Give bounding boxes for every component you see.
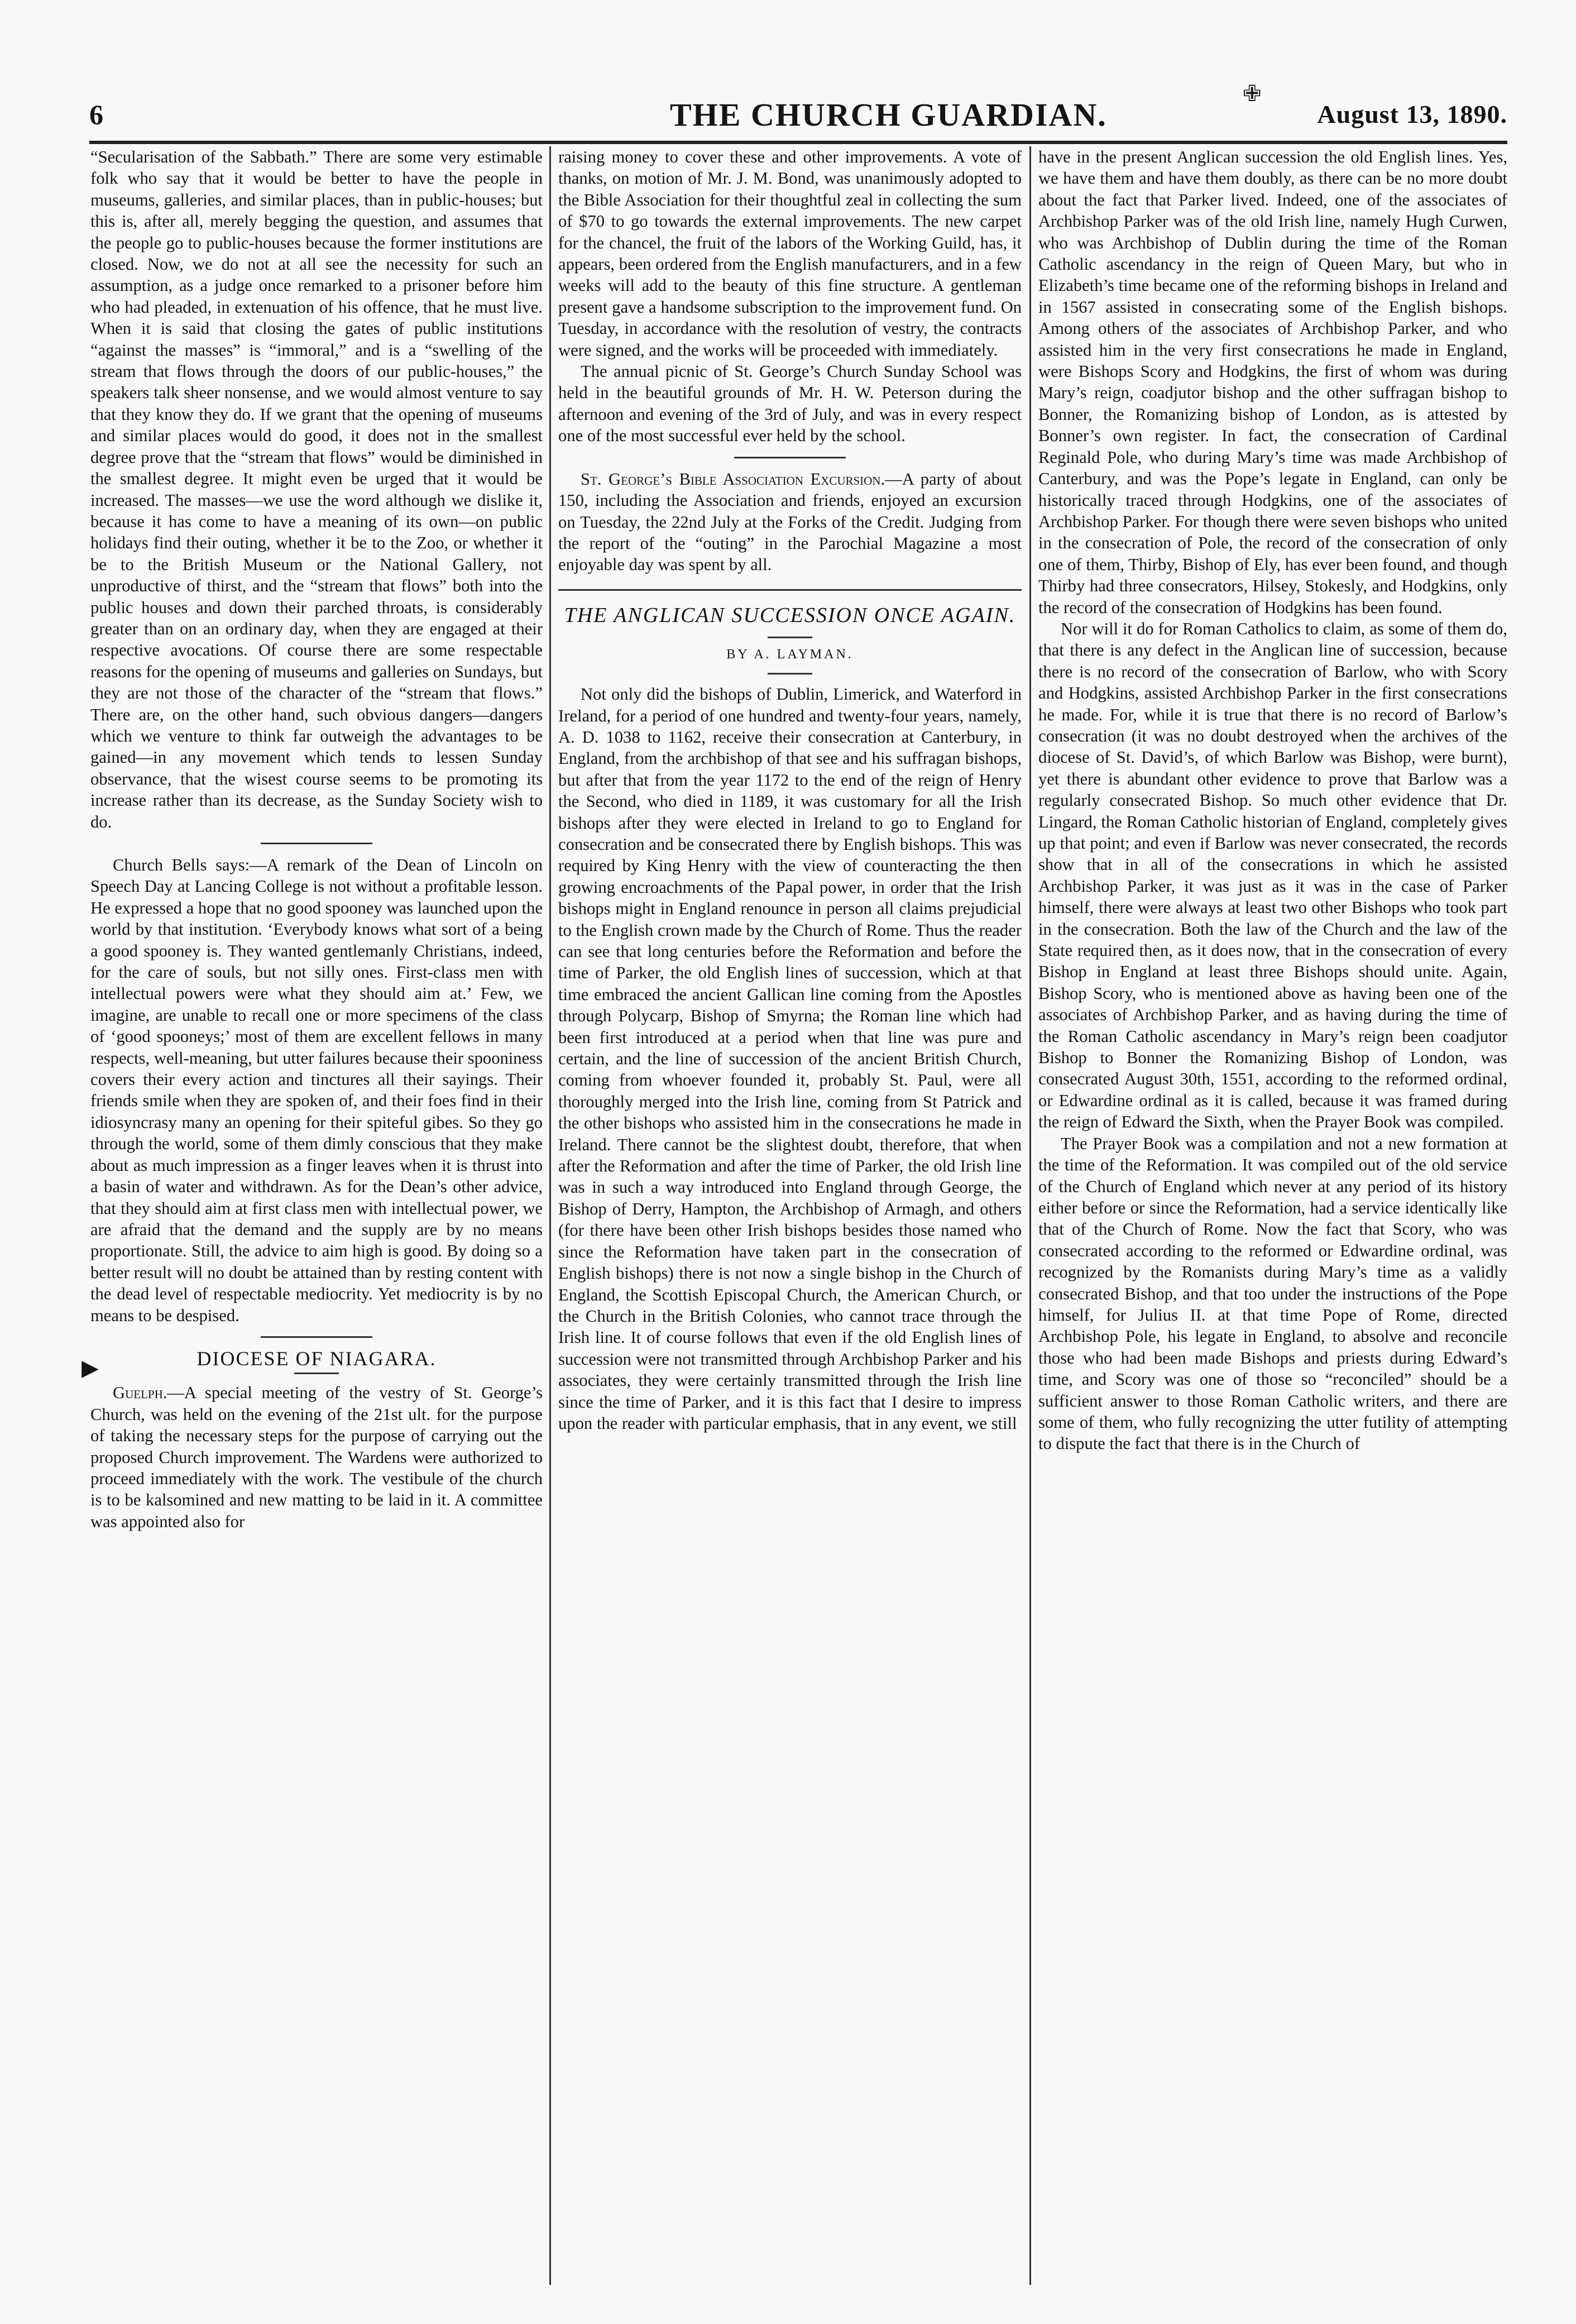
article-paragraph: Not only did the bishops of Dublin, Limerick, and Waterford in Ireland, for a period of one hundred and twenty-four years, namely, A. D. 1038 to 1162, receive their consecration at Canterbury, in England, from the archbishop of that see and his suffragan bishops, but after that from the year 1172 to the end of the reign of Henry the Second, who died in 1189, it was customary for all the Irish bishops after they were elected in Ireland to go to England for consecration and be consecrated there by English bishops. This was required by King Henry with the view of counteracting the then growing encroachments of the Papal power, in order that the Irish bishops might in England renounce in person all claims prejudicial to the English crown made by the Church of Rome. Thus the reader can see that long centuries before the Reformation and before the time of Parker, the old English lines of succession, which at that time embraced the ancient Gallican line coming from the Apostles through Polycarp, Bishop of Smyrna; the Roman line which had been first introduced at a period when that line was pure and certain, and the line of succession of the ancient British Church, coming from whoever founded it, probably St. Paul, were all thoroughly merged into the Irish line, coming from St Patrick and the other bishops who assisted him in the consecrations he made in Ireland. There cannot be the slightest doubt, therefore, that when after the Reformation and after the time of Parker, the old Irish line was in such a way introduced into England through George, the Bishop of Derry, Hampton, the Archbishop of Armagh, and others (for there have been other Irish bishops besides those named who since the Reformation have taken part in the consecration of English bishops) there is not now a single bishop in the Church of England, the Scottish Episcopal Church, the American Church, or the Church in the British Colonies, who cannot trace through the Irish line. It of course follows that even if the old English lines of succession were not transmitted through Archbishop Parker and his associates, they were certainly transmitted through the Irish line since the time of Parker, and it is this fact that I desire to impress upon the reader with particular emphasis, that in any event, we still — [558, 685, 1022, 1433]
paper-title: THE CHURCH GUARDIAN. — [670, 97, 1107, 133]
secularisation-paragraph: “Secularisation of the Sabbath.” There are some very estimable folk who say that it would be better to have the people in museums, galleries, and similar places, than in public-houses; but this is, after all, merely begging the question, and assumes that the people go to public-houses because the former institutions are closed. Now, we do not at all see the necessity for such an assumption, as a judge once remarked to a prisoner before him who had pleaded, in extenuation of his offence, that he must live. When it is said that closing the gates of public institutions “against the masses” is “immoral,” and is a “swelling of the stream that flows through the doors of our public-houses,” the speakers talk sheer nonsense, and we would almost venture to say that they know they do. If we grant that the opening of museums and similar places would do good, it does not in the smallest degree prove that the “stream that flows” would be diminished in the smallest degree. It might even be urged that it would be increased. The masses—we use the word although we dislike it, because it has come to have a meaning of its own—on public holidays find their outing, whether it be to the Zoo, or whether it be to the British Museum or the National Gallery, not unproductive of thirst, and the “stream that flows” both into the public houses and down their parched throats, is considerably greater than on an ordinary day, when they are engaged at their respective avocations. Of course there are some respectable reasons for the opening of museums and galleries on Sundays, but they are not those of the character of the “stream that flows.” There are, on the other hand, such obvious dangers—dangers which we venture to think far outweigh the advantages to be gained—in any movement which tends to lessen Sunday observance, that the wisest course seems to be promoting its increase rather than its decrease, as the Sunday Society wish to do. — [90, 147, 543, 831]
column-1 — [90, 146, 543, 2285]
title-underline — [768, 637, 812, 638]
guelph-text: —A special meeting of the vestry of St. George’s Church, was held on the evening of the 21st ult. for the purpose of taking the necessary steps for the purpose of carrying out the proposed Church improvement. The Wardens were authorized to proceed immediately with the work. The vestibule of the church is to be kalsomined and new matting to be laid in it. A committee was appointed also for — [90, 1383, 543, 1531]
article-byline: BY A. LAYMAN. — [726, 647, 854, 662]
page-number: 6 — [89, 99, 103, 130]
masthead — [89, 94, 1507, 144]
byline-underline — [768, 673, 812, 675]
guelph-continued: raising money to cover these and other improvements. A vote of thanks, on motion of Mr. J. M. Bond, was unanimously adopted to the Bible Association for their thoughtful zeal in collecting the sum of $70 to go towards the external improvements. The new carpet for the chancel, the fruit of the labors of the Working Guild, has, it appears, been ordered from the English manufacturers, and in a few weeks will add to the beauty of this fine structure. A gentleman present gave a handsome subscription to the improvement fund. On Tuesday, in accordance with the resolution of vestry, the contracts were signed, and the works will be proceeded with immediately. — [558, 147, 1022, 360]
guelph-paragraph — [90, 1382, 543, 1532]
section-divider — [734, 457, 846, 458]
excursion-paragraph — [558, 468, 1022, 576]
heading-underline — [294, 1373, 339, 1374]
church-bells-paragraph: Church Bells says:—A remark of the Dean of Lincoln on Speech Day at Lancing College is not without a profitable lesson. He expressed a hope that no good spooney was launched upon the world by that institution. ‘Everybody knows what sort of a being a good spooney is. They wanted gentlemanly Christians, indeed, for the care of souls, but not silly ones. First-class men with intellectual powers were what they should aim at.’ Few, we imagine, are unable to recall one or more specimens of the class of ‘good spooneys;’ most of them are excellent fellows in many respects, well-meaning, but utter failures because their spooniness covers their every action and tinctures all their sayings. Their friends smile when they are spoken of, and their foes find in their idiosyncrasy many an opening for their spiteful gibes. So they go through the world, some of them dimly conscious that they make about as much impression as a finger leaves when it is thrust into a basin of water and withdrawn. As for the Dean’s other advice, that they should aim at first class men with intellectual power, we are afraid that the demand and the supply are by no means proportionate. Still, the advice to aim high is good. By doing so a better result will no doubt be attained than by resting content with the dead level of respectable mediocrity. Yet mediocrity is by no means to be despised. — [90, 855, 543, 1325]
column-rule-right — [1029, 146, 1031, 2285]
issue-date: August 13, 1890. — [1317, 100, 1507, 128]
article-title: THE ANGLICAN SUCCESSION ONCE AGAIN. — [564, 603, 1016, 627]
excursion-text: —A party of about 150, including the Association and friends, enjoyed an excursion on Tuesday, the 22nd July at the Forks of the Credit. Judging from the report of the “outing” in the Parochial Magazine a most enjoyable day was spent by all. — [558, 469, 1022, 575]
barlow-paragraph: Nor will it do for Roman Catholics to claim, as some of them do, that there is any defect in the Anglican line of succession, because there is no record of the consecration of Barlow, who with Scory and Hodgkins, assisted Archbishop Parker in the first consecrations he made. For, while it is true that there is no record of Barlow’s consecration (it was no doubt destroyed when the archives of the diocese of St. David’s, of which Barlow was Bishop, were burnt), yet there is abundant other evidence to prove that Barlow was a regularly consecrated Bishop. So much other evidence that Dr. Lingard, the Roman Catholic historian of England, completely gives up that point; and even if Barlow was never consecrated, the records show that in all of the consecrations in which he assisted Archbishop Parker, it was just as it was in the case of Parker himself, there were always at least two other Bishops who took part in the consecration. Both the law of the Church and the law of the State required then, as it does now, that in the consecration of every Bishop in England at least three Bishops should unite. Again, Bishop Scory, who is mentioned above as having been one of the associates of Archbishop Parker, and as having during the time of the Roman Catholic ascendancy in Mary’s reign been coadjutor Bishop to Bonner the Romanizing Bishop of London, was consecrated August 30th, 1551, according to the reformed ordinal, or Edwardine ordinal as it is called, because it was framed during the reign of Edward the Sixth, when the Prayer Book was compiled. — [1038, 619, 1507, 1132]
column-3 — [1038, 146, 1507, 2285]
excursion-lead: St. George’s Bible Association Excursion. — [581, 469, 885, 489]
diocese-heading: DIOCESE OF NIAGARA. — [197, 1347, 437, 1370]
section-divider — [261, 1336, 372, 1338]
prayer-book-paragraph: The Prayer Book was a compilation and not a new formation at the time of the Reformation. It was compiled out of the old service of the Church of England which never at any period of its history either before or since the Reformation, had a service identically like that of the Church of Rome. Now the fact that Scory, who was consecrated according to the reformed or Edwardine ordinal, was recognized by the Romanists during Mary’s time as a validly consecrated Bishop, and that too under the instructions of the Pope himself, for Julius II. at that time Pope of Rome, directed Archbishop Pole, his legate in England, to absolve and reconcile those who had been made Bishops and priests during Edward’s time, and Scory was one of those so “reconciled” should be a sufficient answer to those Roman Catholic writers, and there are some of them, who fully recognizing the utter futility of attempting to dispute the fact that there is in the Church of — [1038, 1134, 1507, 1453]
pointing-hand-icon: ▶ — [82, 1355, 99, 1380]
tick-mark-icon: ✙ — [1243, 81, 1262, 106]
picnic-paragraph: The annual picnic of St. George’s Church Sunday School was held in the beautiful grounds of Mr. H. W. Peterson during the afternoon and evening of the 3rd of July, and was in every respect one of the most successful ever held by the school. — [558, 362, 1022, 446]
article-continued: have in the present Anglican succession the old English lines. Yes, we have them and have them doubly, as there can be no more doubt about the fact that Parker lived. Indeed, one of the associates of Archbishop Parker was of the old Irish line, namely Hugh Curwen, who was Archbishop of Dublin during the time of the Roman Catholic ascendancy in the reign of Queen Mary, but who in Elizabeth’s time became one of the reforming bishops in Ireland and in 1567 assisted in consecrating some of the English bishops. Among others of the associates of Archbishop Parker, and who assisted him in the very first consecrations he made in England, were Bishops Scory and Hodgkins, the first of whom was during Mary’s reign, coadjutor bishop and the other suffragan bishop to Bonner, the Romanizing bishop of London, as is attested by Bonner’s own register. In fact, the consecration of Cardinal Reginald Pole, who during Mary’s time was made Archbishop of Canterbury, and was the Pope’s legate in England, can only be historically traced through Hodgkins, one of the associates of Archbishop Parker. For though there were seven bishops who united in the consecration of Pole, the record of the consecration of only one of them, Thirby, Bishop of Ely, has ever been found, and though Thirby had three consecrators, Hilsey, Stokesly, and Hodgkins, only the record of the consecration of Hodgkins has been found. — [1038, 147, 1507, 617]
column-2 — [558, 146, 1022, 2285]
section-divider — [261, 843, 372, 844]
article-divider — [558, 589, 1022, 591]
guelph-lead: Guelph. — [113, 1383, 167, 1403]
column-rule-left — [549, 146, 551, 2285]
